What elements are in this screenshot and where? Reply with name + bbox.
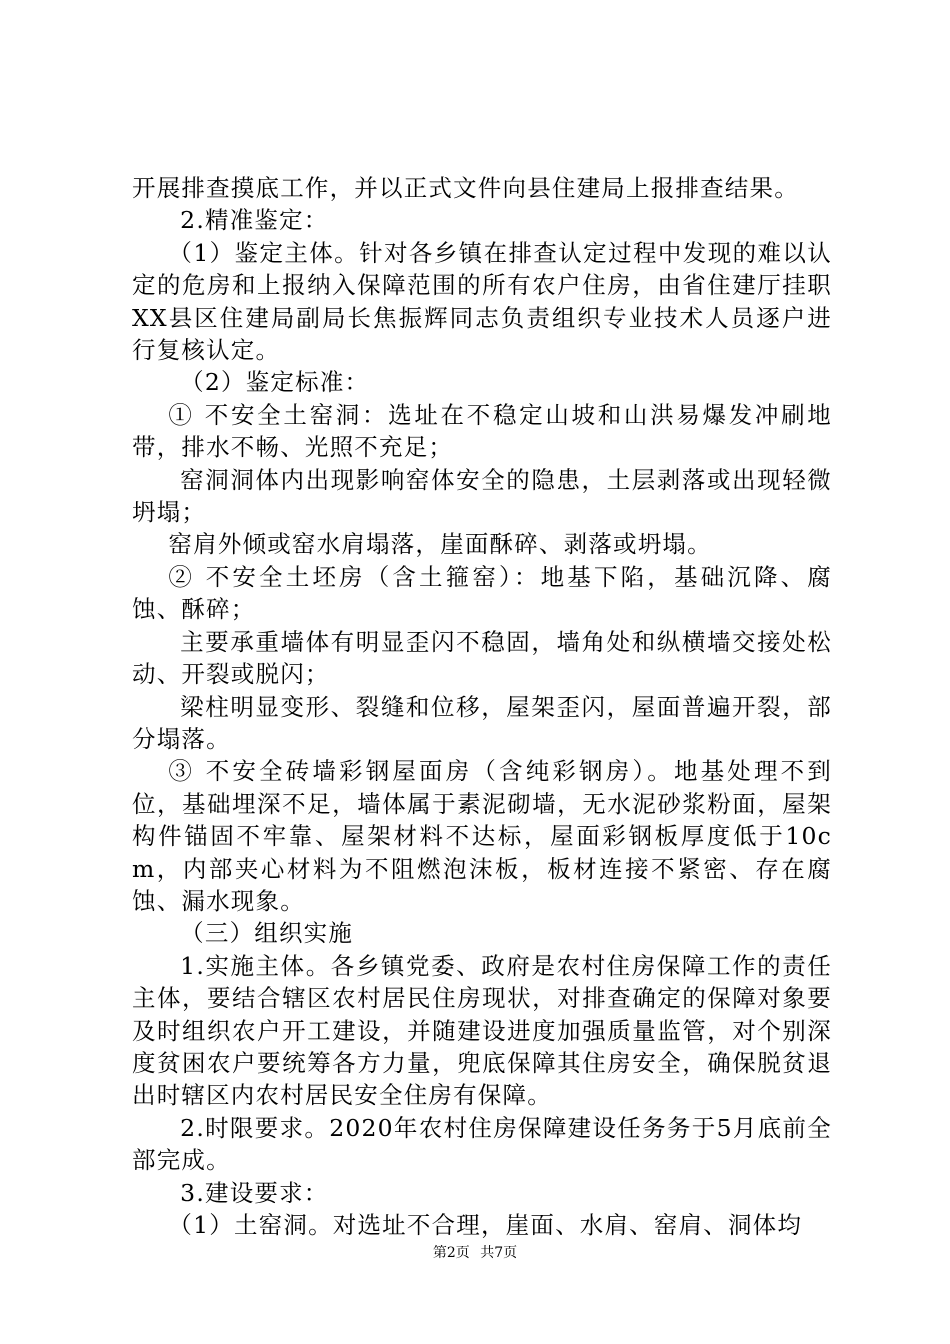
body-paragraph: 1.实施主体。各乡镇党委、政府是农村住房保障工作的责任主体，要结合辖区农村居民住房现状，对排查确定的保障对象要及时组织农户开工建设，并随建设进度加强质量监管，对个别深度贫困农户要统筹各方力量，兜底保障其住房安全，确保脱贫退出时辖区内农村居民安全住房有保障。 [132, 951, 832, 1110]
body-paragraph: （2）鉴定标准： [180, 368, 370, 397]
body-paragraph: 窑肩外倾或窑水肩塌落，崖面酥碎、剥落或坍塌。 [168, 530, 712, 559]
body-paragraph: 开展排查摸底工作，并以正式文件向县住建局上报排查结果。 [132, 174, 799, 202]
document-body [132, 172, 832, 1241]
body-paragraph: 2.时限要求。2020年农村住房保障建设任务务于5月底前全部完成。 [132, 1113, 832, 1175]
body-paragraph: （1）土窑洞。对选址不合理，崖面、水肩、窑肩、洞体均 [168, 1211, 803, 1239]
page-footer [0, 1243, 950, 1263]
body-paragraph: ③ 不安全砖墙彩钢屋面房（含纯彩钢房）。地基处理不到位，基础埋深不足，墙体属于素泥砌墙，无水泥砂浆粉面，屋架构件锚固不牢靠、屋架材料不达标，屋面彩钢板厚度低于10cm，内部夹心材料为不阻燃泡沫板，板材连接不紧密、存在腐蚀、漏水现象。 [132, 757, 832, 915]
page-total: 共7页 [480, 1245, 518, 1261]
body-paragraph: （三）组织实施 [180, 919, 354, 948]
body-paragraph: ① 不安全土窑洞：选址在不稳定山坡和山洪易爆发冲刷地带，排水不畅、光照不充足； [132, 400, 832, 462]
body-paragraph: 2.精准鉴定： [180, 206, 329, 235]
body-paragraph: 主要承重墙体有明显歪闪不稳固，墙角处和纵横墙交接处松动、开裂或脱闪； [132, 627, 832, 689]
body-paragraph: 窑洞洞体内出现影响窑体安全的隐患，土层剥落或出现轻微坍塌； [132, 465, 832, 527]
body-paragraph: （1）鉴定主体。针对各乡镇在排查认定过程中发现的难以认定的危房和上报纳入保障范围的所有农户住房，由省住建厅挂职XX县区住建局副局长焦振辉同志负责组织专业技术人员逐户进行复核认定。 [132, 238, 832, 365]
body-paragraph: 3.建设要求： [180, 1178, 329, 1207]
body-paragraph: 梁柱明显变形、裂缝和位移，屋架歪闪，屋面普遍开裂，部分塌落。 [132, 692, 832, 753]
body-paragraph: ② 不安全土坯房（含土箍窑）：地基下陷，基础沉降、腐蚀、酥碎； [132, 562, 832, 624]
page-number: 第2页 [432, 1245, 470, 1261]
